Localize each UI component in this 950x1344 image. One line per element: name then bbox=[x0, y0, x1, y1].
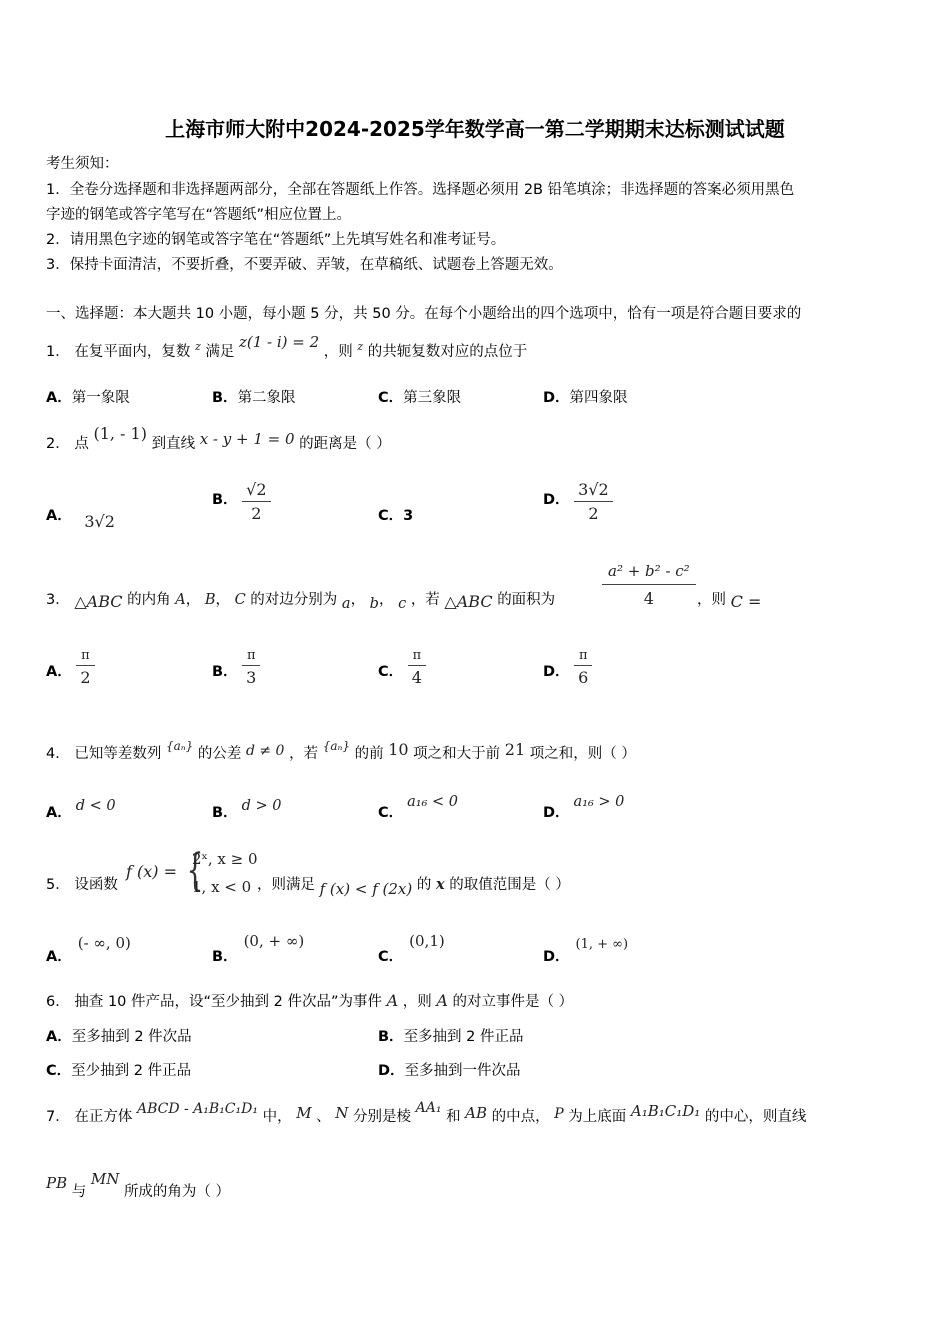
q3-option-d[interactable]: D． $\frac{\pi}{6}$ bbox=[543, 648, 592, 687]
math-point: (1, - 1) bbox=[93, 424, 147, 443]
question-1 bbox=[46, 333, 528, 361]
piecewise-brace: { bbox=[186, 845, 204, 896]
q5-option-c[interactable]: C．(0,1) bbox=[378, 932, 445, 965]
notice-line-3: 2．请用黑色字迹的钢笔或答字笔在“答题纸”上先填写姓名和准考证号。 bbox=[46, 232, 506, 248]
math-z: z bbox=[357, 340, 364, 353]
q2-option-c[interactable]: C．3 bbox=[378, 508, 414, 524]
q6-option-a[interactable]: A．至多抽到 2 件次品 bbox=[46, 1029, 192, 1045]
q1-option-d[interactable]: D．第四象限 bbox=[543, 390, 628, 406]
function-f: f (x) = bbox=[126, 862, 178, 881]
q2-option-a[interactable]: A． 3√2 bbox=[46, 508, 115, 531]
question-3-tail: ，则 C = bbox=[697, 592, 762, 611]
question-2 bbox=[46, 424, 391, 453]
notice-heading: 考生须知： bbox=[46, 156, 119, 172]
question-5: 5． 设函数 bbox=[46, 877, 118, 893]
piecewise-case-2: 1, x < 0 bbox=[192, 878, 252, 896]
question-7: 7． 在正方体 ABCD - A₁B₁C₁D₁ 中， M 、 N 分别是棱 AA₁ 和 AB 的中点， P 为上底面 A₁B₁C₁D₁ 的中心，则直线 bbox=[46, 1100, 807, 1125]
question-text: ，则 bbox=[323, 344, 353, 360]
question-number: 5． bbox=[46, 877, 70, 893]
q6-option-b[interactable]: B．至多抽到 2 件正品 bbox=[378, 1029, 524, 1045]
q4-option-c[interactable]: C．a₁₆ < 0 bbox=[378, 794, 459, 821]
question-3: 3． △ABC 的内角 A， B， C 的对边分别为 a， b， c ，若 △ABC 的面积为 bbox=[46, 592, 556, 612]
q3-option-c[interactable]: C． $\frac{\pi}{4}$ bbox=[378, 648, 426, 687]
math-cube: ABCD - A₁B₁C₁D₁ bbox=[136, 1101, 258, 1117]
question-4: 4． 已知等差数列 $^{\{a_n\}}$ 的公差 d ≠ 0 ，若 $^{\{a_n\}}$ 的前 10 项之和大于前 21 项之和，则（ ） bbox=[46, 739, 636, 762]
question-number: 3． bbox=[46, 592, 70, 608]
q5-option-b[interactable]: B．(0, + ∞) bbox=[212, 932, 305, 965]
notice-line-1: 1．全卷分选择题和非选择题两部分，全部在答题纸上作答。选择题必须用 2B 铅笔填涂；非选择题的答案必须用黑色 bbox=[46, 182, 795, 198]
question-5-tail: ，则满足 f (x) < f (2x) 的 x 的取值范围是（ ） bbox=[257, 876, 570, 898]
q4-option-d[interactable]: D．a₁₆ > 0 bbox=[543, 794, 625, 821]
math-z: z bbox=[194, 340, 201, 353]
question-number: 1． bbox=[46, 344, 70, 360]
question-number: 7． bbox=[46, 1109, 70, 1125]
question-text: 的距离是（ ） bbox=[299, 436, 391, 452]
q4-option-a[interactable]: A． d < 0 bbox=[46, 798, 116, 821]
q3-option-a[interactable]: A． $\frac{\pi}{2}$ bbox=[46, 648, 95, 687]
q5-option-d[interactable]: D．(1, + ∞) bbox=[543, 937, 629, 965]
q1-option-c[interactable]: C．第三象限 bbox=[378, 390, 462, 406]
question-text: 点 bbox=[74, 436, 89, 452]
q2-option-d[interactable]: D． $\frac{3√2}{2}$ bbox=[543, 480, 613, 523]
q3-option-b[interactable]: B． $\frac{\pi}{3}$ bbox=[212, 648, 260, 687]
question-text: 满足 bbox=[205, 344, 235, 360]
notice-line-4: 3．保持卡面清洁，不要折叠，不要弄破、弄皱，在草稿纸、试题卷上答题无效。 bbox=[46, 257, 563, 273]
question-text: 在复平面内，复数 bbox=[74, 344, 191, 360]
q1-option-a[interactable]: A．第一象限 bbox=[46, 390, 130, 406]
page-title: 上海市师大附中2024-2025学年数学高一第二学期期末达标测试试题 bbox=[165, 117, 785, 141]
question-text: 的共轭复数对应的点位于 bbox=[367, 344, 528, 360]
question-number: 4． bbox=[46, 746, 70, 762]
question-number: 2． bbox=[46, 436, 70, 452]
math-line: x - y + 1 = 0 bbox=[199, 430, 295, 448]
area-fraction: $\frac{\text{a² + b² - c²}}{4}$ bbox=[602, 562, 696, 608]
q1-option-b[interactable]: B．第二象限 bbox=[212, 390, 296, 406]
q6-option-c[interactable]: C．至少抽到 2 件正品 bbox=[46, 1063, 192, 1079]
q6-option-d[interactable]: D．至多抽到一件次品 bbox=[378, 1063, 521, 1079]
math-triangle: △ABC bbox=[74, 592, 123, 611]
question-number: 6． bbox=[46, 994, 70, 1010]
q2-option-b[interactable]: B． $\frac{√2}{2}$ bbox=[212, 480, 271, 523]
question-text: 到直线 bbox=[151, 436, 196, 452]
math-equation: z(1 - i) = 2 bbox=[238, 333, 320, 351]
math-sequence: {aₙ} bbox=[165, 739, 194, 753]
notice-line-2: 字迹的钢笔或答字笔写在“答题纸”相应位置上。 bbox=[46, 207, 352, 223]
piecewise-case-1: 2ˣ, x ≥ 0 bbox=[192, 850, 258, 868]
question-6: 6． 抽查 10 件产品，设“至少抽到 2 件次品”为事件 A ，则 A 的对立事件是（ ） bbox=[46, 991, 574, 1010]
section-heading: 一、选择题：本大题共 10 小题，每小题 5 分，共 50 分。在每个小题给出的四个选项中，恰有一项是符合题目要求的 bbox=[46, 306, 802, 322]
q5-option-a[interactable]: A．(- ∞, 0) bbox=[46, 934, 131, 965]
q4-option-b[interactable]: B． d > 0 bbox=[212, 798, 282, 821]
question-7-continued: PB 与 MN 所成的角为（ ） bbox=[46, 1170, 231, 1200]
